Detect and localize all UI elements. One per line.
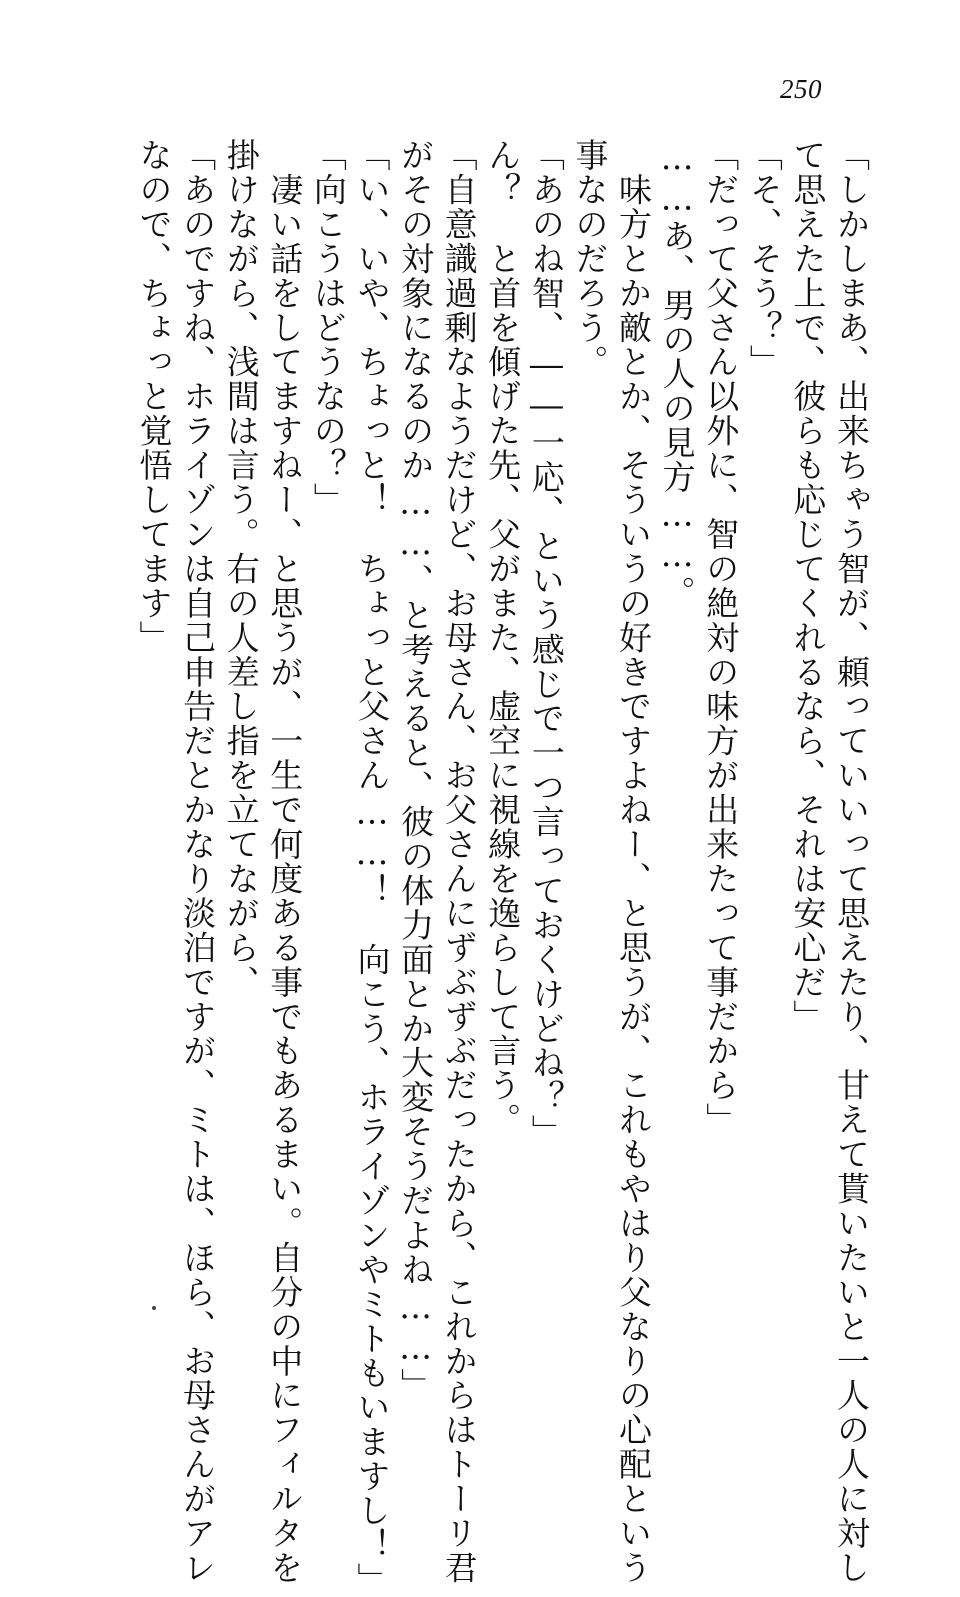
text-line-10: 「自意識過剰なようだけど、お母さん、お父さんにずぶずぶだったから、これからはトーリ君: [439, 138, 479, 1585]
text-line-4: 「だって父さん以外に、智の絶対の味方が出来たって事だから」: [701, 138, 741, 1138]
text-line-7: 事なのだろう。: [570, 138, 610, 380]
text-line-8: 「あのね智、――一応、という感じで一つ言っておくけどね？」: [526, 138, 566, 1150]
scan-speck: [152, 1306, 156, 1310]
text-line-3: 「そ、そう？」: [744, 138, 784, 380]
text-line-11: がその対象になるのか……、と考えると、彼の体力面とか大変そうだよね……」: [396, 138, 436, 1403]
text-line-1: 「しかしまあ、出来ちゃう智が、頼っていいって思えたり、甘えて貰いたいと一人の人に対し: [832, 138, 871, 1585]
text-line-17: なので、ちょっと覚悟してます」: [134, 138, 174, 655]
text-line-16: 「あのですね、ホライゾンは自己申告だとかなり淡泊ですが、ミトは、ほら、お母さんがアレ: [178, 138, 218, 1585]
text-line-14: 凄い話をしてますねー、と思うが、一生で何度ある事でもあるまい。自分の中にフィルタを: [265, 138, 305, 1585]
text-line-15: 掛けながら、浅間は言う。右の人差し指を立てながら、: [221, 138, 261, 1000]
text-line-2: て思えた上で、彼らも応じてくれるなら、それは安心だ」: [788, 138, 828, 1034]
vertical-text-body: [134, 138, 871, 1597]
text-line-12: 「い、いや、ちょっと！ ちょっと父さん……！ 向こう、ホライゾンやミトもいますし！」: [352, 138, 392, 1597]
text-line-9: ん？ と首を傾げた先、父がまた、虚空に視線を逸らして言う。: [483, 138, 523, 1138]
page-number: 250: [780, 74, 822, 104]
text-line-13: 「向こうはどうなの？」: [308, 138, 348, 517]
text-line-5: ……あ、男の人の見方……。: [657, 138, 697, 610]
text-line-6: 味方とか敵とか、そういうの好きですよねー、と思うが、これもやはり父なりの心配という: [614, 138, 654, 1585]
